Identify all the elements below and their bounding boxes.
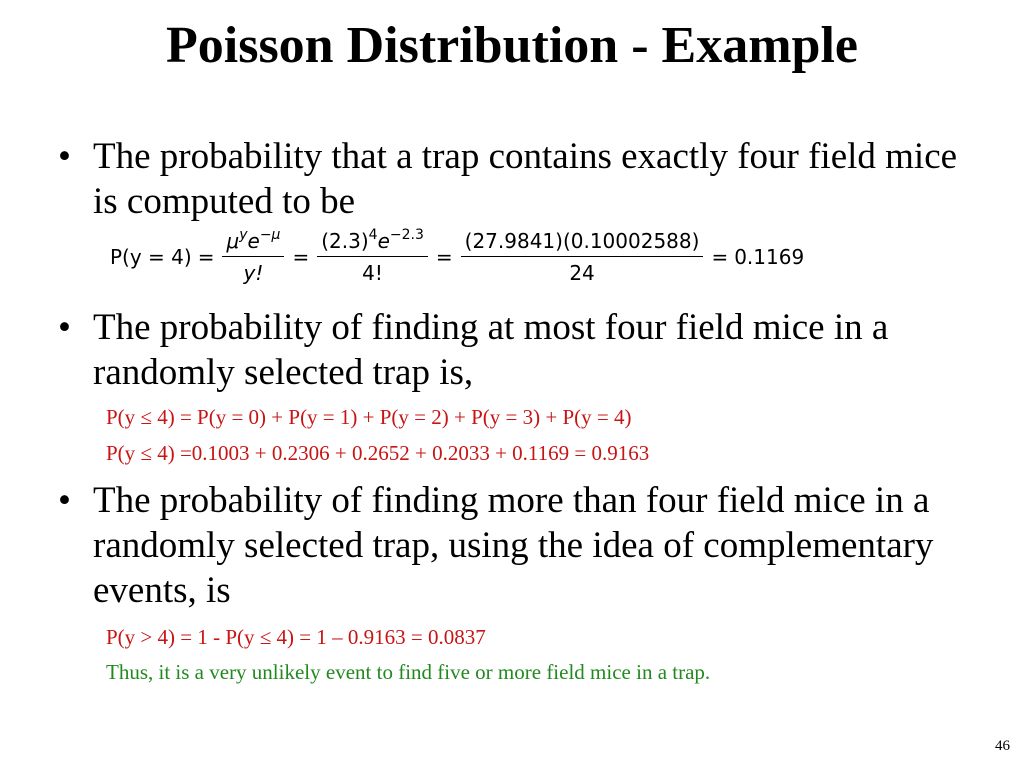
bullet-text: The probability of finding more than four field mice in a randomly selected trap, using the idea of complementary events, is bbox=[93, 480, 934, 611]
formula-equals: = bbox=[435, 245, 453, 269]
formula-lhs: P(y = 4) bbox=[110, 245, 192, 269]
at-most-expanded-line: P(y ≤ 4) = P(y = 0) + P(y = 1) + P(y = 2) + P(y = 3) + P(y = 4) bbox=[106, 405, 632, 429]
formula-fraction-numeric bbox=[461, 229, 704, 285]
slide-title: Poisson Distribution - Example bbox=[166, 17, 858, 74]
formula-result: 0.1169 bbox=[734, 245, 805, 269]
more-than-line: P(y > 4) = 1 - P(y ≤ 4) = 1 – 0.9163 = 0.0837 bbox=[106, 625, 486, 649]
fraction-numerator: (27.9841)(0.10002588) bbox=[461, 229, 704, 257]
poisson-formula bbox=[110, 222, 804, 292]
formula-fraction-general bbox=[222, 229, 284, 285]
fraction-numerator: $(2.3)^4e^{-2.3}$ bbox=[317, 229, 428, 257]
bullet-dot-icon: • bbox=[58, 480, 71, 521]
formula-fraction-substituted bbox=[317, 229, 428, 285]
formula-equals: = bbox=[711, 245, 729, 269]
bullet-dot-icon: • bbox=[58, 307, 71, 348]
page-number: 46 bbox=[995, 738, 1010, 754]
conclusion-line: Thus, it is a very unlikely event to find five or more field mice in a trap. bbox=[106, 660, 711, 684]
at-most-value-line: P(y ≤ 4) =0.1003 + 0.2306 + 0.2652 + 0.2033 + 0.1169 = 0.9163 bbox=[106, 441, 650, 465]
bullet-dot-icon: • bbox=[58, 136, 71, 177]
formula-equals: = bbox=[292, 245, 310, 269]
formula-equals: = bbox=[197, 245, 215, 269]
bullet-text: The probability of finding at most four field mice in a randomly selected trap is, bbox=[93, 307, 889, 393]
fraction-numerator: $\mu^ye^{-\mu}$ bbox=[222, 229, 284, 257]
fraction-denominator: 24 bbox=[569, 261, 595, 285]
fraction-denominator: y! bbox=[243, 261, 264, 285]
bullet-text: The probability that a trap contains exactly four field mice is computed to be bbox=[93, 136, 958, 222]
fraction-denominator: 4! bbox=[362, 261, 383, 285]
